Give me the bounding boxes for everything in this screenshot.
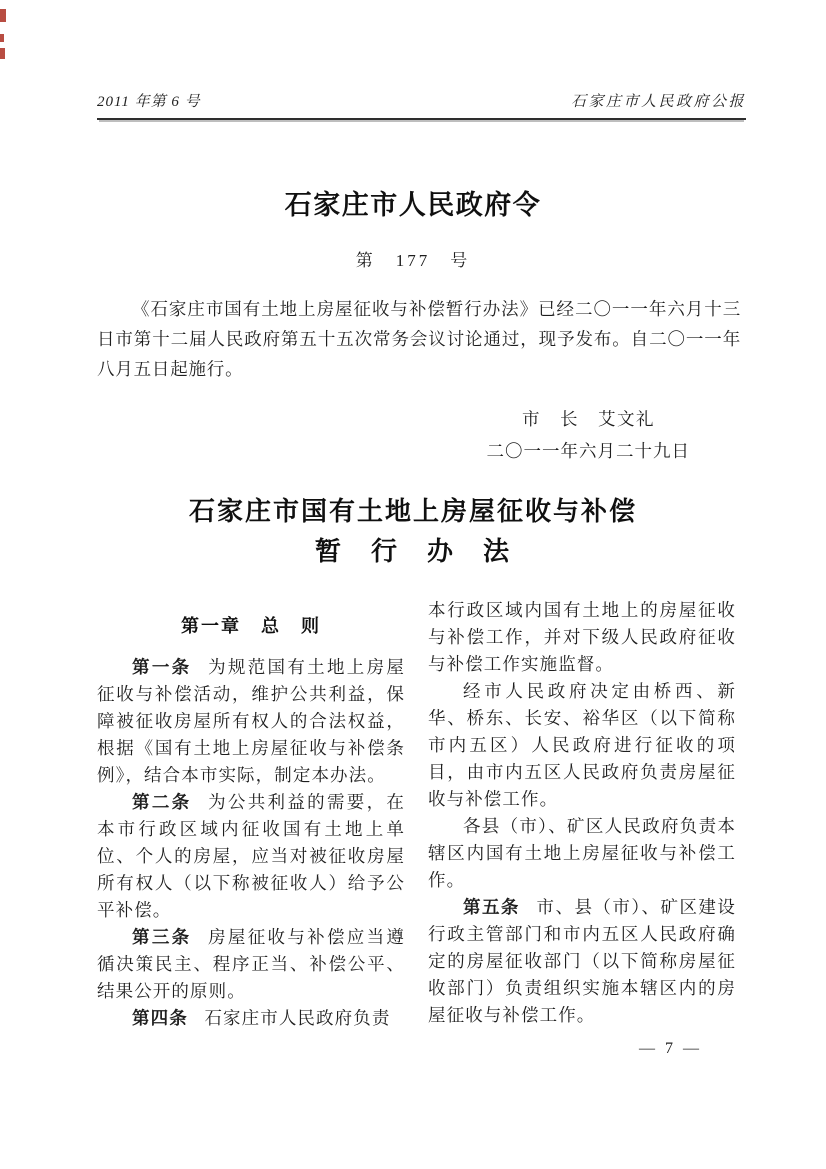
running-header bbox=[97, 90, 746, 120]
sign-date: 二〇一一年六月二十九日 bbox=[486, 441, 690, 461]
decree-body: 《石家庄市国有土地上房屋征收与补偿暂行办法》已经二〇一一年六月十三日市第十二届人民政府第五十五次常务会议讨论通过，现予发布。自二〇一一年八月五日起施行。 bbox=[97, 299, 741, 379]
left-column bbox=[97, 597, 405, 1032]
article-2-number: 第二条 bbox=[132, 792, 192, 812]
article-1 bbox=[97, 654, 405, 789]
right-column bbox=[428, 597, 736, 1029]
article-5 bbox=[428, 894, 736, 1029]
issue-number: 2011 年第 6 号 bbox=[97, 94, 201, 110]
article-4-paragraph-districts: 经市人民政府决定由桥西、新华、桥东、长安、裕华区（以下简称市内五区）人民政府进行征收的项目，由市内五区人民政府负责房屋征收与补偿工作。 bbox=[428, 681, 736, 809]
article-4-text: 石家庄市人民政府负责 bbox=[204, 1008, 391, 1028]
regulation-title-line2: 暂 行 办 法 bbox=[314, 537, 511, 566]
regulation-title bbox=[0, 492, 826, 572]
article-3-number: 第三条 bbox=[132, 927, 192, 947]
article-4-paragraph-counties: 各县（市）、矿区人民政府负责本辖区内国有土地上房屋征收与补偿工作。 bbox=[428, 816, 736, 890]
regulation-title-line1: 石家庄市国有土地上房屋征收与补偿 bbox=[188, 497, 637, 526]
article-5-text: 市、县（市）、矿区建设行政主管部门和市内五区人民政府确定的房屋征收部门（以下简称房屋征收部门）负责组织实施本辖区内的房屋征收与补偿工作。 bbox=[428, 897, 736, 1025]
article-5-number: 第五条 bbox=[463, 897, 520, 917]
page-number: — 7 — bbox=[639, 1040, 702, 1057]
decree-title: 石家庄市人民政府令 bbox=[284, 190, 542, 220]
article-2-text: 为公共利益的需要，在本市行政区域内征收国有土地上单位、个人的房屋，应当对被征收房屋所有权人（以下称被征收人）给予公平补偿。 bbox=[97, 792, 405, 920]
chapter-heading: 第一章 总 则 bbox=[181, 616, 321, 636]
scan-edge-artifact bbox=[0, 48, 5, 59]
article-1-number: 第一条 bbox=[132, 657, 192, 677]
article-4-number: 第四条 bbox=[132, 1008, 188, 1028]
gazette-title: 石家庄市人民政府公报 bbox=[570, 94, 746, 110]
signer-line: 市 长 艾文礼 bbox=[522, 409, 655, 429]
article-1-text: 为规范国有土地上房屋征收与补偿活动，维护公共利益，保障被征收房屋所有权人的合法权益，根据《国有土地上房屋征收与补偿条例》，结合本市实际，制定本办法。 bbox=[97, 657, 405, 785]
scan-edge-artifact bbox=[0, 34, 4, 42]
scan-edge-artifact bbox=[0, 9, 6, 22]
decree-number: 第 177 号 bbox=[355, 251, 471, 270]
article-2 bbox=[97, 789, 405, 924]
article-4-continuation: 本行政区域内国有土地上的房屋征收与补偿工作，并对下级人民政府征收与补偿工作实施监督。 bbox=[428, 600, 736, 674]
article-4-start bbox=[97, 1005, 405, 1032]
article-3-text: 房屋征收与补偿应当遵循决策民主、程序正当、补偿公平、结果公开的原则。 bbox=[97, 927, 405, 1001]
article-3 bbox=[97, 924, 405, 1005]
